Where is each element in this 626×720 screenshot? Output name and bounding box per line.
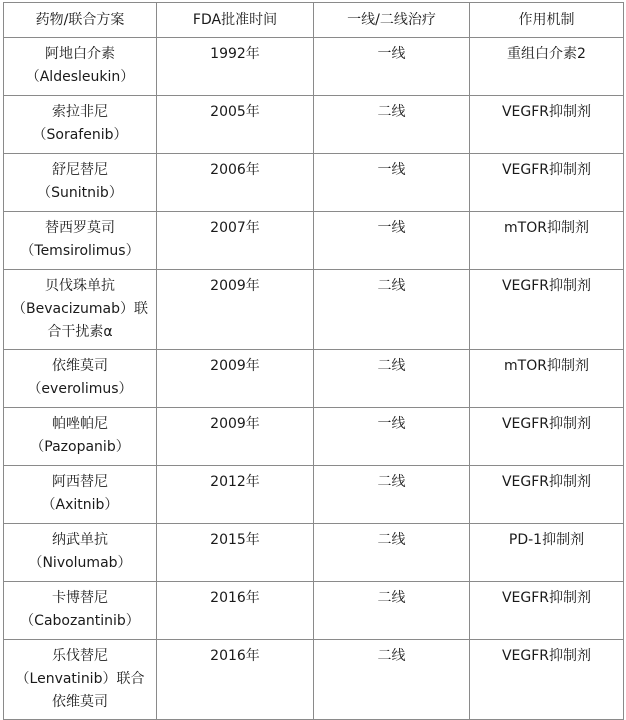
- table-row: [4, 466, 624, 524]
- treatment-line-cell: 二线: [314, 270, 470, 350]
- drug-name-line: 贝伐珠单抗: [45, 278, 115, 294]
- drug-name-line: （Pazopanib）: [30, 439, 130, 455]
- drug-cell: [4, 582, 157, 640]
- table-row: [4, 96, 624, 154]
- mechanism-cell: PD-1抑制剂: [470, 524, 624, 582]
- drug-name-line: 纳武单抗: [52, 532, 108, 548]
- table-row: [4, 408, 624, 466]
- drug-name-line: （Cabozantinib）: [20, 613, 140, 629]
- header-treatment-line: 一线/二线治疗: [314, 3, 470, 38]
- mechanism-cell: VEGFR抑制剂: [470, 96, 624, 154]
- drug-name-line: （Sunitnib）: [37, 185, 123, 201]
- drug-cell: [4, 38, 157, 96]
- table-row: [4, 524, 624, 582]
- approval-date-cell: 2009年: [157, 270, 314, 350]
- drug-name-line: （Lenvatinib）联合: [15, 671, 145, 687]
- mechanism-cell: 重组白介素2: [470, 38, 624, 96]
- drug-approval-table: [3, 2, 624, 720]
- approval-date-cell: 2009年: [157, 350, 314, 408]
- approval-date-cell: 2007年: [157, 212, 314, 270]
- treatment-line-cell: 二线: [314, 524, 470, 582]
- drug-name-line: （everolimus）: [27, 381, 133, 397]
- mechanism-cell: VEGFR抑制剂: [470, 582, 624, 640]
- table-row: [4, 640, 624, 720]
- drug-name-line: （Temsirolimus）: [20, 243, 140, 259]
- drug-name-line: 帕唑帕尼: [52, 416, 108, 432]
- approval-date-cell: 2005年: [157, 96, 314, 154]
- mechanism-cell: VEGFR抑制剂: [470, 270, 624, 350]
- drug-name-line: 舒尼替尼: [52, 162, 108, 178]
- drug-name-line: 阿地白介素: [45, 46, 115, 62]
- mechanism-cell: VEGFR抑制剂: [470, 154, 624, 212]
- approval-date-cell: 2006年: [157, 154, 314, 212]
- table-row: [4, 154, 624, 212]
- drug-cell: [4, 96, 157, 154]
- table-row: [4, 38, 624, 96]
- table-header-row: [4, 3, 624, 38]
- approval-date-cell: 2016年: [157, 582, 314, 640]
- table-row: [4, 350, 624, 408]
- treatment-line-cell: 一线: [314, 38, 470, 96]
- drug-name-line: 索拉非尼: [52, 104, 108, 120]
- drug-cell: [4, 154, 157, 212]
- treatment-line-cell: 二线: [314, 582, 470, 640]
- treatment-line-cell: 一线: [314, 154, 470, 212]
- drug-cell: [4, 212, 157, 270]
- drug-cell: [4, 640, 157, 720]
- header-approval-date: FDA批准时间: [157, 3, 314, 38]
- drug-name-line: 卡博替尼: [52, 590, 108, 606]
- drug-name-line: 合干扰素α: [47, 324, 113, 340]
- drug-name-line: （Sorafenib）: [32, 127, 128, 143]
- drug-name-line: （Bevacizumab）联: [12, 301, 148, 317]
- drug-name-line: 替西罗莫司: [45, 220, 115, 236]
- treatment-line-cell: 二线: [314, 640, 470, 720]
- drug-cell: [4, 350, 157, 408]
- drug-name-line: 阿西替尼: [52, 474, 108, 490]
- drug-name-line: 依维莫司: [52, 358, 108, 374]
- treatment-line-cell: 一线: [314, 212, 470, 270]
- header-mechanism: 作用机制: [470, 3, 624, 38]
- drug-cell: [4, 466, 157, 524]
- approval-date-cell: 2015年: [157, 524, 314, 582]
- mechanism-cell: mTOR抑制剂: [470, 350, 624, 408]
- mechanism-cell: VEGFR抑制剂: [470, 640, 624, 720]
- table-row: [4, 212, 624, 270]
- approval-date-cell: 2012年: [157, 466, 314, 524]
- mechanism-cell: VEGFR抑制剂: [470, 466, 624, 524]
- drug-name-line: （Aldesleukin）: [25, 69, 135, 85]
- header-drug: 药物/联合方案: [4, 3, 157, 38]
- approval-date-cell: 2009年: [157, 408, 314, 466]
- treatment-line-cell: 二线: [314, 350, 470, 408]
- drug-cell: [4, 524, 157, 582]
- table-row: [4, 270, 624, 350]
- table-body: [4, 38, 624, 720]
- drug-name-line: （Axitnib）: [41, 497, 119, 513]
- table-row: [4, 582, 624, 640]
- drug-cell: [4, 408, 157, 466]
- treatment-line-cell: 二线: [314, 466, 470, 524]
- drug-cell: [4, 270, 157, 350]
- approval-date-cell: 2016年: [157, 640, 314, 720]
- drug-name-line: （Nivolumab）: [28, 555, 132, 571]
- treatment-line-cell: 一线: [314, 408, 470, 466]
- drug-name-line: 依维莫司: [52, 694, 108, 710]
- drug-name-line: 乐伐替尼: [52, 648, 108, 664]
- treatment-line-cell: 二线: [314, 96, 470, 154]
- approval-date-cell: 1992年: [157, 38, 314, 96]
- mechanism-cell: VEGFR抑制剂: [470, 408, 624, 466]
- mechanism-cell: mTOR抑制剂: [470, 212, 624, 270]
